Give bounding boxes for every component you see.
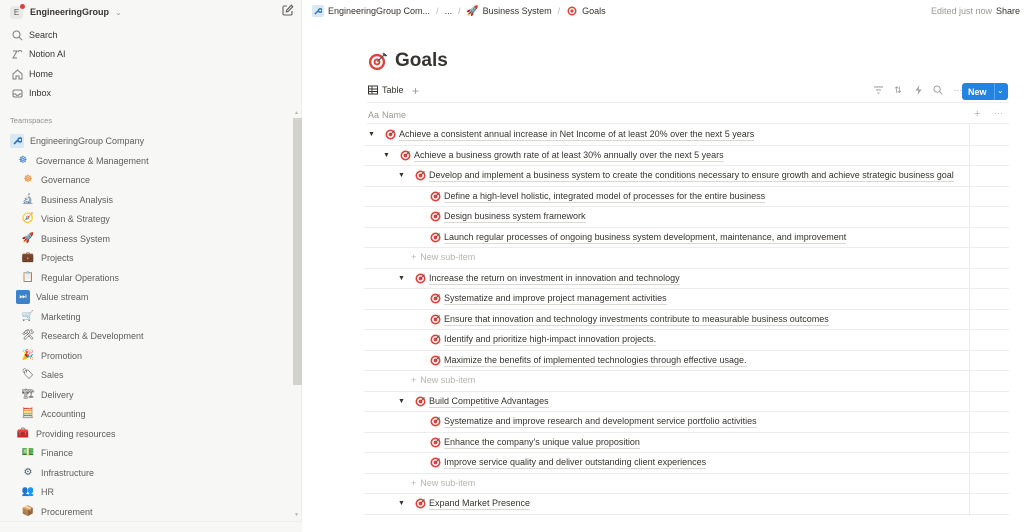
goal-title[interactable]: Achieve a consistent annual increase in Net Income of at least 20% over the next 5 years <box>399 129 755 139</box>
clipboard-icon: 📋 <box>21 271 35 283</box>
party-popper-icon: 🎉 <box>21 349 35 361</box>
wrench-icon <box>10 134 24 148</box>
breadcrumb-separator: / <box>436 6 439 16</box>
add-property-button[interactable]: + <box>974 108 981 120</box>
sidebar-item-regular-operations[interactable]: 📋 Regular Operations <box>21 271 120 283</box>
teamspaces-label: Teamspaces <box>10 116 53 125</box>
table-header <box>367 106 1009 124</box>
goal-title[interactable]: Design business system framework <box>444 211 586 221</box>
nav-inbox[interactable]: Inbox <box>10 85 51 101</box>
sidebar-item-providing-resources[interactable]: 🧰 Providing resources <box>16 427 116 439</box>
nav-home[interactable]: Home <box>10 66 53 82</box>
nav-search[interactable]: Search <box>10 27 58 43</box>
goal-title[interactable]: Maximize the benefits of implemented technologies through effective usage. <box>444 354 747 365</box>
table-row[interactable] <box>364 330 1009 351</box>
target-icon <box>430 437 441 448</box>
table-row[interactable] <box>364 187 1009 208</box>
target-icon <box>400 150 411 161</box>
sidebar-item-governance[interactable]: ☸ Governance <box>21 171 90 188</box>
sidebar-item-hr[interactable]: 👥 HR <box>21 485 54 497</box>
target-icon <box>430 211 441 222</box>
target-icon <box>566 5 578 17</box>
new-sub-item-button[interactable]: + New sub-item <box>411 252 476 262</box>
sidebar-item-vision-strategy[interactable]: 🧭 Vision & Strategy <box>21 212 110 224</box>
more-icon[interactable]: ··· <box>994 108 1003 118</box>
toolbox-icon: 🧰 <box>16 427 30 439</box>
money-icon: 💵 <box>21 446 35 458</box>
microscope-icon: 🔬 <box>21 193 35 205</box>
sidebar-item-governance-management[interactable]: ☸ Governance & Management <box>16 152 149 169</box>
target-icon <box>430 314 441 325</box>
table-row[interactable] <box>364 269 1009 290</box>
edited-status: Edited just now <box>930 6 992 16</box>
table-row[interactable] <box>364 412 1009 433</box>
plus-icon: + <box>411 375 417 385</box>
compose-icon <box>282 4 294 16</box>
sidebar-item-marketing[interactable]: 🛒 Marketing <box>21 310 81 322</box>
label-tag-icon: 🏷 <box>21 368 35 380</box>
new-page-button[interactable] <box>282 4 296 18</box>
goal-title[interactable]: Develop and implement a business system to create the conditions necessary to ensure growth and achieve strategic business goal <box>429 170 954 180</box>
new-sub-item-row[interactable] <box>364 474 1009 495</box>
target-icon <box>430 355 441 366</box>
toggle-expand-icon[interactable]: ▼ <box>383 151 390 159</box>
sidebar <box>0 0 302 532</box>
new-sub-item-button[interactable]: + New sub-item <box>411 375 476 385</box>
sidebar-item-accounting[interactable]: 🧮 Accounting <box>21 407 86 419</box>
breadcrumb-separator: / <box>557 6 561 16</box>
rocket-icon: 🚀 <box>21 232 35 244</box>
table-row[interactable] <box>364 207 1009 228</box>
scroll-up-arrow[interactable]: ▲ <box>294 110 299 116</box>
wrench-icon <box>312 5 324 17</box>
sidebar-item-procurement[interactable]: 📦 Procurement <box>21 505 93 517</box>
table-row[interactable] <box>364 125 1009 146</box>
table-row[interactable] <box>364 494 1009 515</box>
new-sub-item-row[interactable] <box>364 371 1009 392</box>
chevron-down-icon: ⌄ <box>115 7 122 17</box>
breadcrumb-separator: / <box>458 6 461 16</box>
tools-icon: 🛠 <box>21 329 35 341</box>
table-row[interactable] <box>364 289 1009 310</box>
sidebar-item-delivery[interactable]: 🏗 Delivery <box>21 388 74 400</box>
table-row[interactable] <box>364 351 1009 372</box>
target-icon <box>430 191 441 202</box>
rocket-icon: 🚀 <box>466 5 479 17</box>
target-icon <box>415 273 426 284</box>
goal-title[interactable]: Define a high-level holistic, integrated model of processes for the entire business <box>444 190 766 201</box>
toggle-expand-icon[interactable]: ▼ <box>368 131 375 138</box>
table-body <box>364 125 1009 515</box>
compass-icon: 🧭 <box>21 212 35 224</box>
sidebar-item-sales[interactable]: 🏷 Sales <box>21 368 64 380</box>
sidebar-scrollbar[interactable] <box>293 118 302 385</box>
table-row[interactable] <box>364 228 1009 249</box>
sidebar-item-value-stream[interactable]: ⏭ Value stream <box>16 288 88 305</box>
sidebar-item-finance[interactable]: 💵 Finance <box>21 446 74 458</box>
topbar <box>303 0 1024 24</box>
table-icon <box>368 85 378 95</box>
search-icon[interactable] <box>932 83 944 97</box>
more-icon[interactable]: ··· <box>953 85 963 95</box>
target-icon <box>430 232 441 243</box>
sidebar-item-business-system[interactable]: 🚀 Business System <box>21 232 111 244</box>
crane-icon: 🏗 <box>21 388 35 400</box>
text-property-icon: Aa <box>368 110 380 120</box>
target-icon <box>430 293 441 304</box>
breadcrumb-item-ellipsis[interactable]: ... <box>444 6 453 16</box>
workspace-name: EngineeringGroup <box>30 7 110 17</box>
table-row[interactable] <box>364 433 1009 454</box>
breadcrumb-item-goals[interactable]: Goals <box>566 5 606 17</box>
goal-title[interactable]: Improve service quality and deliver outstanding client experiences <box>444 457 707 467</box>
sidebar-footer <box>0 521 302 532</box>
target-icon <box>415 498 426 509</box>
target-icon <box>385 129 396 140</box>
table-row[interactable] <box>364 166 1009 187</box>
sidebar-item-engineeringgroup-company[interactable]: EngineeringGroup Company <box>10 132 144 149</box>
sidebar-item-projects[interactable]: 💼 Projects <box>21 251 74 263</box>
gear-icon: ⚙ <box>23 466 33 478</box>
goal-title[interactable]: Launch regular processes of ongoing business system development, maintenance, and improvement <box>444 231 847 242</box>
nav-notion-ai[interactable]: Notion AI <box>10 46 66 62</box>
view-bar <box>367 83 1009 103</box>
goal-title[interactable]: Ensure that innovation and technology investments contribute to measurable business outcomes <box>444 313 829 324</box>
goal-title[interactable]: Enhance the company's unique value proposition <box>444 436 640 447</box>
new-button[interactable]: New ⌄ <box>962 83 1008 100</box>
goal-title[interactable]: Build Competitive Advantages <box>429 395 549 406</box>
fast-forward-icon: ⏭ <box>16 290 30 304</box>
target-icon <box>430 334 441 345</box>
goal-title[interactable]: Identify and prioritize high-impact innovation projects. <box>444 334 657 344</box>
goal-title[interactable]: Increase the return on investment in innovation and technology <box>429 272 680 283</box>
notification-dot <box>20 4 25 9</box>
toggle-expand-icon[interactable]: ▼ <box>398 500 405 507</box>
automation-icon[interactable] <box>912 83 924 97</box>
breadcrumb <box>312 5 606 17</box>
toggle-expand-icon[interactable]: ▼ <box>398 397 405 405</box>
sidebar-item-promotion[interactable]: 🎉 Promotion <box>21 349 83 361</box>
helm-icon: ☸ <box>18 154 28 166</box>
table-row[interactable] <box>364 392 1009 413</box>
goal-title[interactable]: Systematize and improve research and development service portfolio activities <box>444 416 757 426</box>
package-icon: 📦 <box>21 505 35 517</box>
inbox-icon <box>10 86 24 100</box>
table-row[interactable] <box>364 310 1009 331</box>
filter-icon[interactable] <box>872 83 884 97</box>
new-sub-item-row[interactable] <box>364 248 1009 269</box>
sidebar-item-research-development[interactable]: 🛠 Research & Development <box>21 329 144 341</box>
table-row[interactable] <box>364 146 1009 167</box>
page-title: Goals <box>367 50 448 72</box>
cart-icon: 🛒 <box>21 310 35 322</box>
view-toolbar <box>872 83 964 97</box>
add-view-button[interactable]: + <box>412 84 420 98</box>
goal-title[interactable]: Expand Market Presence <box>429 498 531 508</box>
target-icon <box>430 416 441 427</box>
workspace-switcher[interactable] <box>10 4 122 20</box>
breadcrumb-item-company[interactable]: EngineeringGroup Com... <box>312 5 430 17</box>
breadcrumb-item-business-system[interactable]: 🚀 Business System <box>466 5 552 17</box>
goal-title[interactable]: Systematize and improve project management activities <box>444 293 667 303</box>
plus-icon: + <box>411 477 417 488</box>
home-icon <box>10 67 24 81</box>
workspace-avatar: E <box>10 6 23 19</box>
goal-title[interactable]: Achieve a business growth rate of at least 30% annually over the next 5 years <box>414 149 724 160</box>
column-header-name[interactable]: Aa Name <box>368 110 407 120</box>
notion-ai-icon <box>10 47 24 61</box>
people-icon: 👥 <box>21 485 35 497</box>
share-button[interactable]: Share <box>995 6 1020 16</box>
target-icon <box>430 457 441 468</box>
search-icon <box>10 28 24 42</box>
briefcase-icon: 💼 <box>21 251 35 263</box>
helm-icon: ☸ <box>23 173 33 185</box>
toggle-expand-icon[interactable]: ▼ <box>398 172 405 179</box>
sidebar-item-business-analysis[interactable]: 🔬 Business Analysis <box>21 193 114 205</box>
target-icon <box>415 170 426 181</box>
sidebar-item-infrastructure[interactable]: ⚙ Infrastructure <box>21 464 94 481</box>
tab-table[interactable]: Table <box>368 85 404 95</box>
chevron-down-icon[interactable]: ⌄ <box>997 86 1004 95</box>
target-icon <box>415 396 426 407</box>
scroll-down-arrow[interactable]: ▼ <box>294 512 299 518</box>
calculator-icon: 🧮 <box>21 407 35 419</box>
sort-icon[interactable]: ⇅ <box>894 84 902 95</box>
table-row[interactable] <box>364 453 1009 474</box>
new-sub-item-button[interactable]: + New sub-item <box>411 477 476 488</box>
plus-icon: + <box>411 252 417 262</box>
target-icon[interactable] <box>367 51 387 71</box>
toggle-expand-icon[interactable]: ▼ <box>398 274 405 282</box>
